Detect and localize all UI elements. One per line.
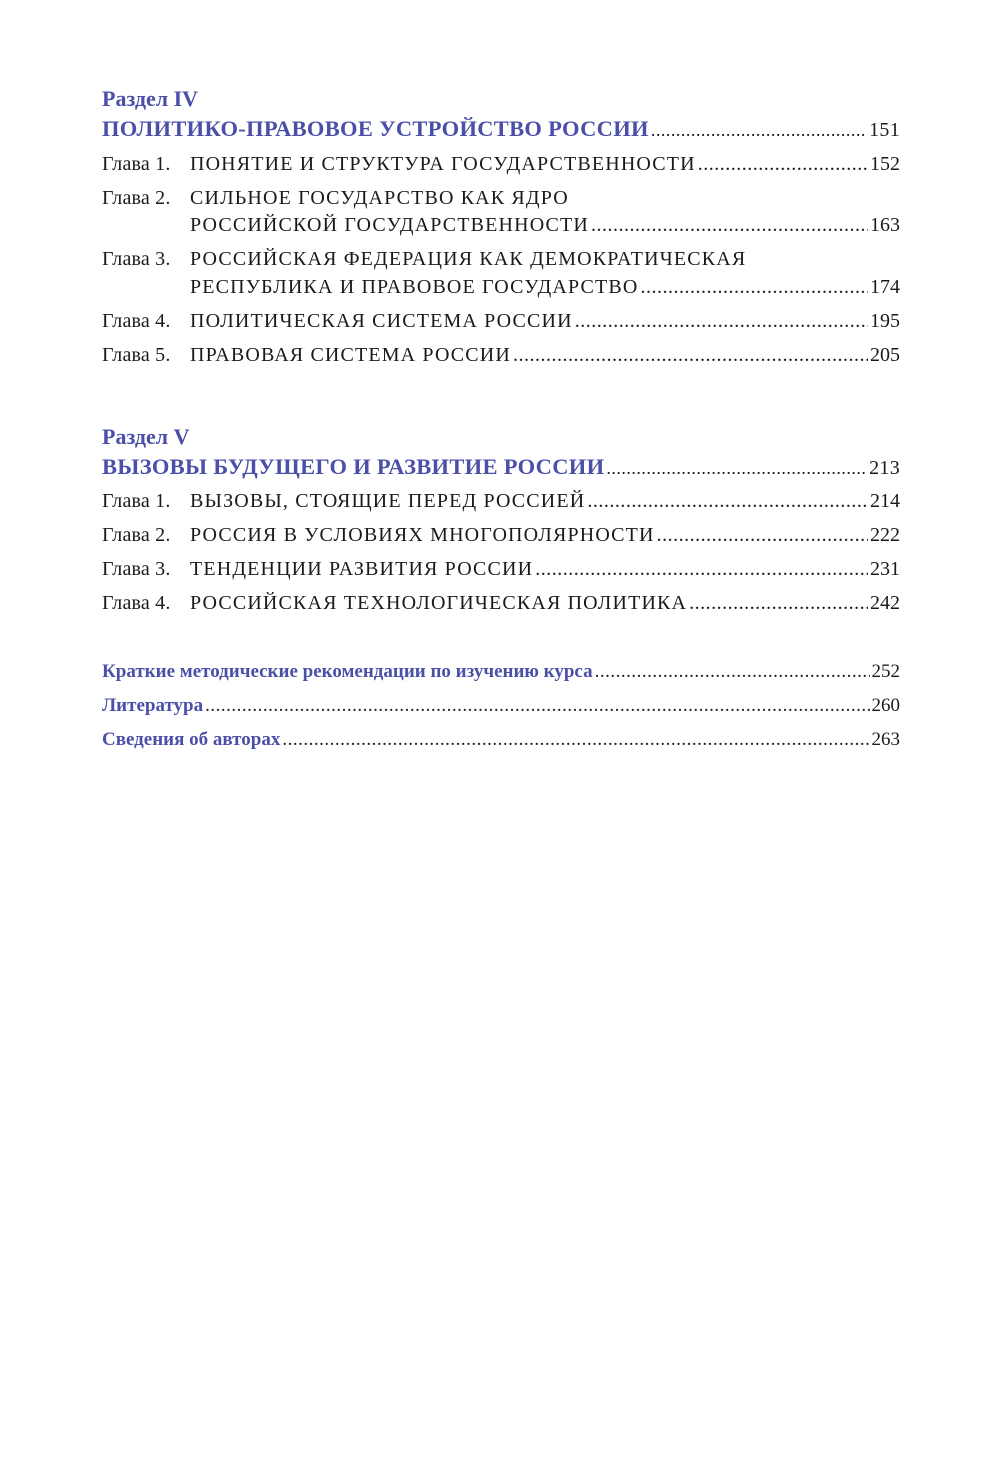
dot-leader xyxy=(591,214,868,237)
dot-leader xyxy=(657,524,868,547)
chapter-title: РОССИЙСКОЙ ГОСУДАРСТВЕННОСТИ xyxy=(190,214,589,236)
dot-leader xyxy=(689,592,868,615)
chapter-number: Глава 2. xyxy=(102,187,171,209)
dot-leader xyxy=(282,729,869,751)
chapter-number: Глава 5. xyxy=(102,344,171,366)
section-label: Раздел V xyxy=(102,424,190,449)
chapter-number: Глава 1. xyxy=(102,153,171,175)
chapter-title: ПРАВОВАЯ СИСТЕМА РОССИИ xyxy=(190,344,511,366)
chapter-title: ПОЛИТИЧЕСКАЯ СИСТЕМА РОССИИ xyxy=(190,310,573,332)
dot-leader xyxy=(651,120,867,141)
page-number: 163 xyxy=(870,214,900,236)
extra-title: Литература xyxy=(102,695,204,716)
toc-chapter-entry[interactable] xyxy=(102,490,900,513)
extra-title: Краткие методические рекомендации по изучению курса xyxy=(102,661,593,682)
toc-chapter-entry[interactable] xyxy=(102,524,900,547)
page-number: 252 xyxy=(871,661,900,682)
dot-leader xyxy=(535,558,868,581)
chapter-number: Глава 4. xyxy=(102,592,171,614)
dot-leader xyxy=(698,153,868,176)
chapter-title: РЕСПУБЛИКА И ПРАВОВОЕ ГОСУДАРСТВО xyxy=(190,276,639,298)
chapter-number: Глава 2. xyxy=(102,524,171,546)
chapter-title: РОССИЯ В УСЛОВИЯХ МНОГОПОЛЯРНОСТИ xyxy=(190,524,655,546)
chapter-title: РОССИЙСКАЯ ФЕДЕРАЦИЯ КАК ДЕМОКРАТИЧЕСКАЯ xyxy=(190,248,747,270)
page-number: 174 xyxy=(870,276,900,298)
toc-extra-entry[interactable] xyxy=(102,729,900,751)
toc-chapter-entry[interactable] xyxy=(102,187,569,210)
page-number: 151 xyxy=(869,119,900,141)
toc-chapter-entry-continued[interactable] xyxy=(102,276,900,299)
chapter-title: ВЫЗОВЫ, СТОЯЩИЕ ПЕРЕД РОССИЕЙ xyxy=(190,490,586,512)
chapter-title: ПОНЯТИЕ И СТРУКТУРА ГОСУДАРСТВЕННОСТИ xyxy=(190,153,696,175)
toc-chapter-entry[interactable] xyxy=(102,153,900,176)
page-number: 242 xyxy=(870,592,900,614)
toc-chapter-entry[interactable] xyxy=(102,344,900,367)
page-number: 260 xyxy=(871,695,900,716)
section-title: ВЫЗОВЫ БУДУЩЕГО И РАЗВИТИЕ РОССИИ xyxy=(102,454,605,479)
chapter-title: РОССИЙСКАЯ ТЕХНОЛОГИЧЕСКАЯ ПОЛИТИКА xyxy=(190,592,688,614)
dot-leader xyxy=(513,344,868,367)
toc-extra-entry[interactable] xyxy=(102,695,900,717)
page-number: 231 xyxy=(870,558,900,580)
page-number: 152 xyxy=(870,153,900,175)
chapter-number: Глава 1. xyxy=(102,490,171,512)
toc-chapter-entry[interactable] xyxy=(102,310,900,333)
page-number: 222 xyxy=(870,524,900,546)
extra-title: Сведения об авторах xyxy=(102,729,281,750)
page-number: 205 xyxy=(870,344,900,366)
dot-leader xyxy=(575,310,868,333)
chapter-number: Глава 3. xyxy=(102,558,171,580)
page-number: 213 xyxy=(869,457,900,479)
dot-leader xyxy=(205,695,869,717)
toc-chapter-entry[interactable] xyxy=(102,248,746,271)
toc-section-entry[interactable] xyxy=(102,454,900,480)
table-of-contents xyxy=(102,0,900,1464)
dot-leader xyxy=(606,458,867,479)
toc-chapter-entry[interactable] xyxy=(102,558,900,581)
dot-leader xyxy=(587,490,868,513)
toc-chapter-entry-continued[interactable] xyxy=(102,214,900,237)
chapter-number: Глава 4. xyxy=(102,310,171,332)
page-number: 214 xyxy=(870,490,900,512)
chapter-number: Глава 3. xyxy=(102,248,171,270)
toc-section-entry[interactable] xyxy=(102,116,900,142)
section-label: Раздел IV xyxy=(102,86,199,111)
dot-leader xyxy=(595,661,870,683)
page-number: 195 xyxy=(870,310,900,332)
chapter-title: СИЛЬНОЕ ГОСУДАРСТВО КАК ЯДРО xyxy=(190,187,569,209)
section-title: ПОЛИТИКО-ПРАВОВОЕ УСТРОЙСТВО РОССИИ xyxy=(102,116,649,141)
dot-leader xyxy=(640,276,868,299)
toc-chapter-entry[interactable] xyxy=(102,592,900,615)
chapter-title: ТЕНДЕНЦИИ РАЗВИТИЯ РОССИИ xyxy=(190,558,534,580)
toc-extra-entry[interactable] xyxy=(102,661,900,683)
page-number: 263 xyxy=(871,729,900,750)
